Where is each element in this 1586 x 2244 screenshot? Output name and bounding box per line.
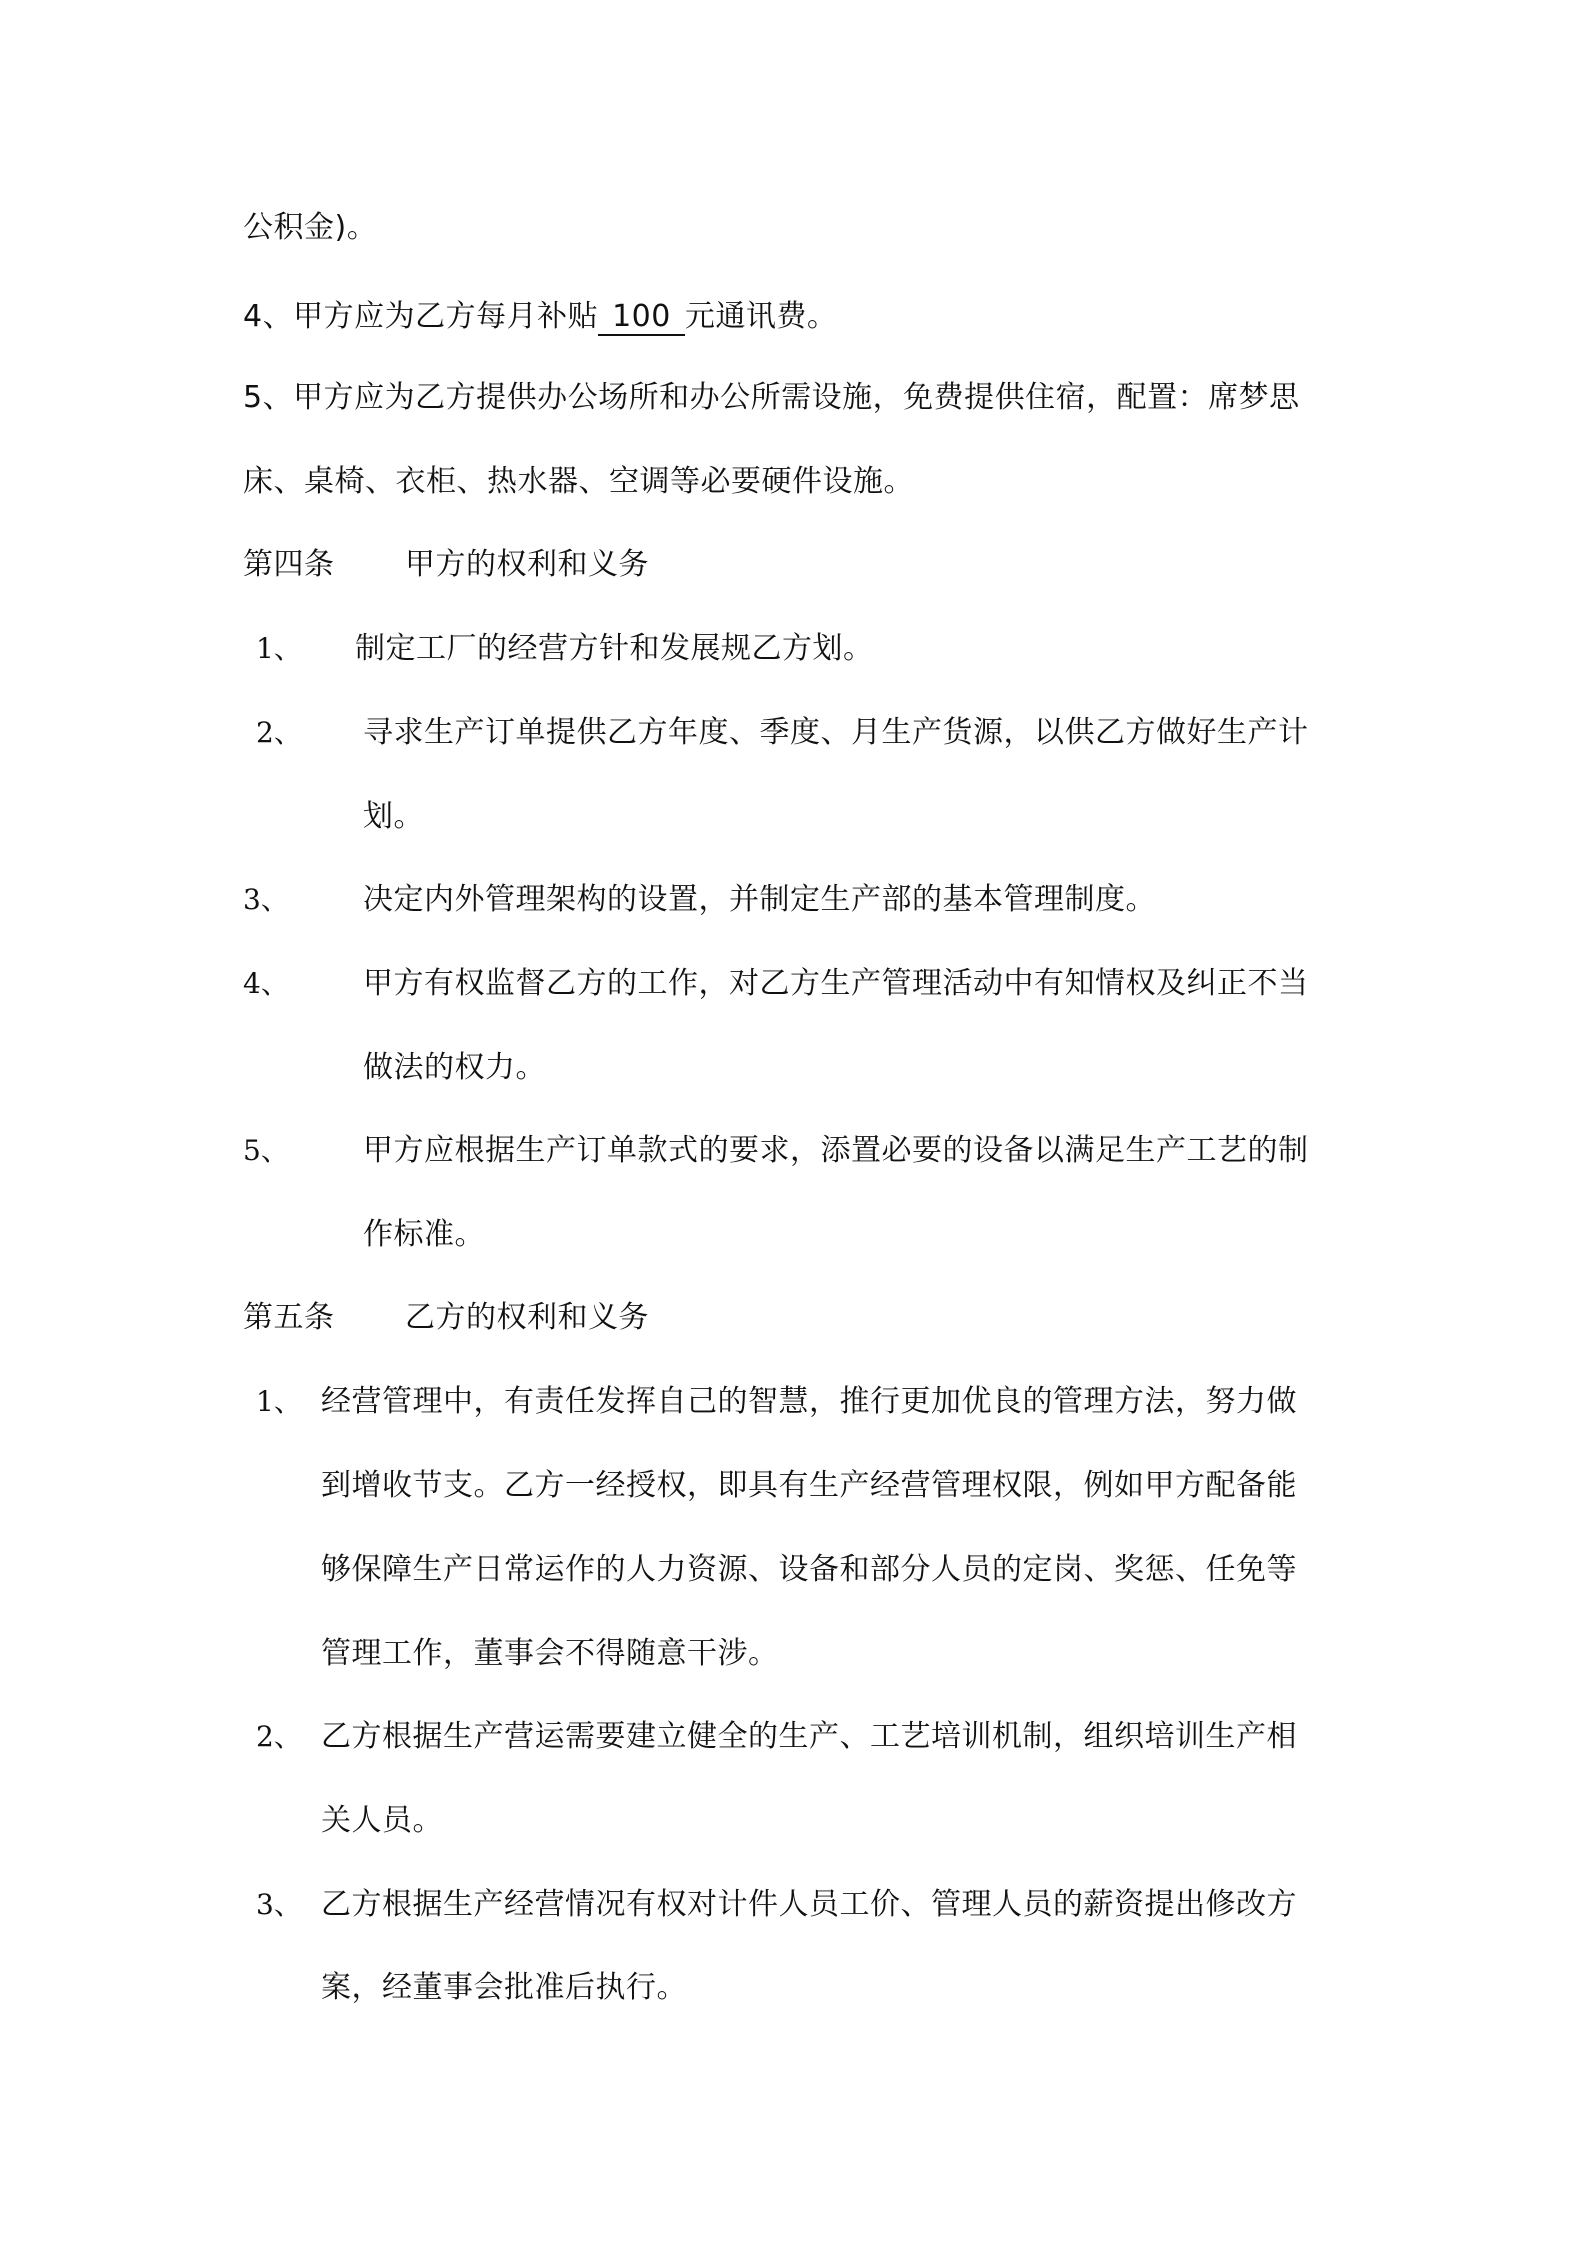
- article4-item2-line1: 寻求生产订单提供乙方年度、季度、月生产货源，以供乙方做好生产计: [363, 715, 1309, 750]
- article5-item3-number: 3、: [256, 1888, 302, 1921]
- article5-item2-number: 2、: [256, 1720, 302, 1753]
- article5-item1-line3: 够保障生产日常运作的人力资源、设备和部分人员的定岗、奖惩、任免等: [321, 1552, 1297, 1587]
- article4-item3-line1: 决定内外管理架构的设置，并制定生产部的基本管理制度。: [363, 882, 1156, 917]
- subsidy-amount-blank: 100: [598, 300, 685, 336]
- article4-item5-line2: 作标准。: [363, 1217, 485, 1252]
- article4-item1-number: 1、: [256, 632, 302, 665]
- article5-item1-number: 1、: [256, 1385, 302, 1418]
- article4-item2-number: 2、: [256, 716, 302, 749]
- facilities-line-2: 床、桌椅、衣柜、热水器、空调等必要硬件设施。: [243, 464, 914, 499]
- article4-item4-line2: 做法的权力。: [363, 1050, 546, 1085]
- article4-item1-line1: 制定工厂的经营方针和发展规乙方划。: [355, 631, 874, 666]
- article4-item5-number: 5、: [243, 1134, 289, 1167]
- article5-item1-line4: 管理工作，董事会不得随意干涉。: [321, 1636, 779, 1671]
- article5-item3-line2: 案，经董事会批准后执行。: [321, 1970, 687, 2005]
- article5-item1-line2: 到增收节支。乙方一经授权，即具有生产经营管理权限，例如甲方配备能: [321, 1468, 1297, 1503]
- article4-item3-number: 3、: [243, 883, 289, 916]
- article4-item4-line1: 甲方有权监督乙方的工作，对乙方生产管理活动中有知情权及纠正不当: [363, 966, 1309, 1001]
- article5-title: 乙方的权利和义务: [405, 1300, 649, 1335]
- article5-item3-line1: 乙方根据生产经营情况有权对计件人员工价、管理人员的薪资提出修改方: [321, 1887, 1297, 1922]
- article5-number: 第五条: [243, 1300, 335, 1335]
- article4-number: 第四条: [243, 547, 335, 582]
- article5-item2-line1: 乙方根据生产营运需要建立健全的生产、工艺培训机制，组织培训生产相: [321, 1719, 1297, 1754]
- facilities-line-1: 5、甲方应为乙方提供办公场所和办公所需设施，免费提供住宿，配置：席梦思: [243, 380, 1300, 415]
- article4-title: 甲方的权利和义务: [405, 547, 649, 582]
- intro-tail-text: 公积金)。: [243, 210, 378, 245]
- subsidy-prefix: 4、甲方应为乙方每月补贴: [243, 299, 599, 334]
- subsidy-line: [243, 297, 837, 337]
- article5-item2-line2: 关人员。: [321, 1803, 443, 1838]
- article4-item4-number: 4、: [243, 967, 289, 1000]
- subsidy-suffix: 元通讯费。: [684, 299, 838, 334]
- article4-item2-line2: 划。: [363, 799, 424, 834]
- article4-item5-line1: 甲方应根据生产订单款式的要求，添置必要的设备以满足生产工艺的制: [363, 1133, 1309, 1168]
- article5-item1-line1: 经营管理中，有责任发挥自己的智慧，推行更加优良的管理方法，努力做: [321, 1384, 1297, 1419]
